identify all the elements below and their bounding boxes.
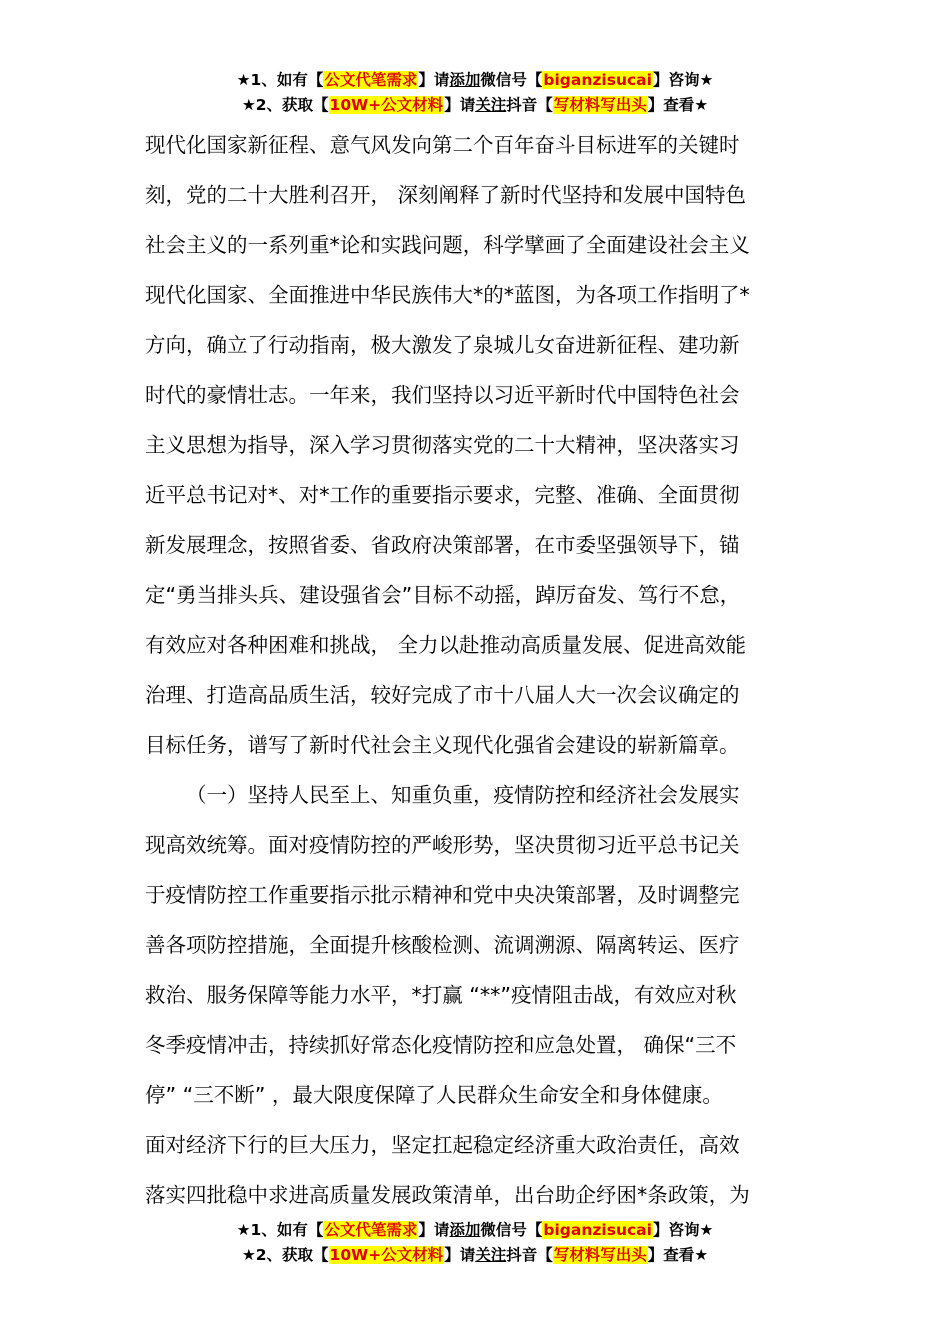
banner-highlight: 写材料写出头 <box>553 1246 647 1264</box>
header-banner-line-2 <box>0 93 950 118</box>
banner-text: 抖音【 <box>506 1246 553 1264</box>
body-line: 面对经济下行的巨大压力，坚定扛起稳定经济重大政治责任，高效 <box>145 1133 740 1157</box>
body-line: 善各项防控措施，全面提升核酸检测、流调溯源、隔离转运、医疗 <box>145 933 740 957</box>
banner-emphasis: 添加 <box>449 1221 481 1239</box>
banner-text: ★2、获取【 <box>241 1246 329 1264</box>
body-line: 落实四批稳中求进高质量发展政策清单，出台助企纾困*条政策，为 <box>145 1183 750 1207</box>
body-line: 现代化国家、全面推进中华民族伟大*的*蓝图，为各项工作指明了* <box>145 283 750 307</box>
body-line: 新发展理念，按照省委、省政府决策部署，在市委坚强领导下，锚 <box>145 533 740 557</box>
banner-highlight: 公文代笔需求 <box>324 71 418 89</box>
banner-text: 微信号【 <box>480 1221 543 1239</box>
banner-highlight: biganzisucai <box>543 71 652 89</box>
banner-emphasis: 关注 <box>475 96 507 114</box>
body-line: 时代的豪情壮志。一年来，我们坚持以习近平新时代中国特色社会 <box>145 383 740 407</box>
banner-text: 抖音【 <box>506 96 553 114</box>
banner-text: 】请 <box>444 1246 476 1264</box>
banner-text: 】查看★ <box>647 96 709 114</box>
header-banner-line-1 <box>0 68 950 93</box>
banner-text: 】查看★ <box>647 1246 709 1264</box>
banner-text: 微信号【 <box>480 71 543 89</box>
footer-banner-line-1 <box>0 1218 950 1243</box>
banner-highlight: 写材料写出头 <box>553 96 647 114</box>
banner-text: 】请 <box>418 1221 450 1239</box>
body-line: 冬季疫情冲击，持续抓好常态化疫情防控和应急处置， 确保“三不 <box>145 1033 737 1057</box>
footer-banner-line-2 <box>0 1243 950 1268</box>
banner-text: 】咨询★ <box>652 1221 714 1239</box>
banner-highlight: 公文代笔需求 <box>324 1221 418 1239</box>
body-line: 目标任务，谱写了新时代社会主义现代化强省会建设的崭新篇章。 <box>145 733 740 757</box>
body-line: 于疫情防控工作重要指示批示精神和党中央决策部署，及时调整完 <box>145 883 740 907</box>
banner-highlight: 10W+公文材料 <box>329 96 444 114</box>
banner-text: 】咨询★ <box>652 71 714 89</box>
body-line: 治理、打造高品质生活，较好完成了市十八届人大一次会议确定的 <box>145 683 740 707</box>
body-line: 现代化国家新征程、意气风发向第二个百年奋斗目标进军的关键时 <box>145 133 740 157</box>
banner-emphasis: 关注 <box>475 1246 507 1264</box>
banner-text: ★1、如有【 <box>236 1221 324 1239</box>
body-line: 有效应对各种困难和挑战， 全力以赴推动高质量发展、促进高效能 <box>145 633 747 657</box>
banner-text: ★1、如有【 <box>236 71 324 89</box>
document-body <box>145 120 830 1220</box>
body-line: 刻，党的二十大胜利召开， 深刻阐释了新时代坚持和发展中国特色 <box>145 183 747 207</box>
section-heading-line: （一）坚持人民至上、知重负重，疫情防控和经济社会发展实 <box>186 783 740 807</box>
banner-text: 】请 <box>418 71 450 89</box>
body-line: 定“勇当排头兵、建设强省会”目标不动摇，踔厉奋发、笃行不怠， <box>145 583 741 607</box>
banner-highlight: 10W+公文材料 <box>329 1246 444 1264</box>
banner-text: 】请 <box>444 96 476 114</box>
body-line: 社会主义的一系列重*论和实践问题，科学擘画了全面建设社会主义 <box>145 233 750 257</box>
body-line: 主义思想为指导，深入学习贯彻落实党的二十大精神，坚决落实习 <box>145 433 740 457</box>
body-line: 方向，确立了行动指南，极大激发了泉城儿女奋进新征程、建功新 <box>145 333 740 357</box>
body-line: 救治、服务保障等能力水平，*打赢 “**”疫情阻击战，有效应对秋 <box>145 983 737 1007</box>
footer-banner <box>0 1218 950 1268</box>
header-banner <box>0 68 950 118</box>
body-line: 现高效统筹。面对疫情防控的严峻形势，坚决贯彻习近平总书记关 <box>145 833 740 857</box>
banner-text: ★2、获取【 <box>241 96 329 114</box>
banner-highlight: biganzisucai <box>543 1221 652 1239</box>
body-line: 停” “三不断” ，最大限度保障了人民群众生命安全和身体健康。 <box>145 1083 723 1107</box>
body-line: 近平总书记对*、对*工作的重要指示要求，完整、准确、全面贯彻 <box>145 483 740 507</box>
banner-emphasis: 添加 <box>449 71 481 89</box>
